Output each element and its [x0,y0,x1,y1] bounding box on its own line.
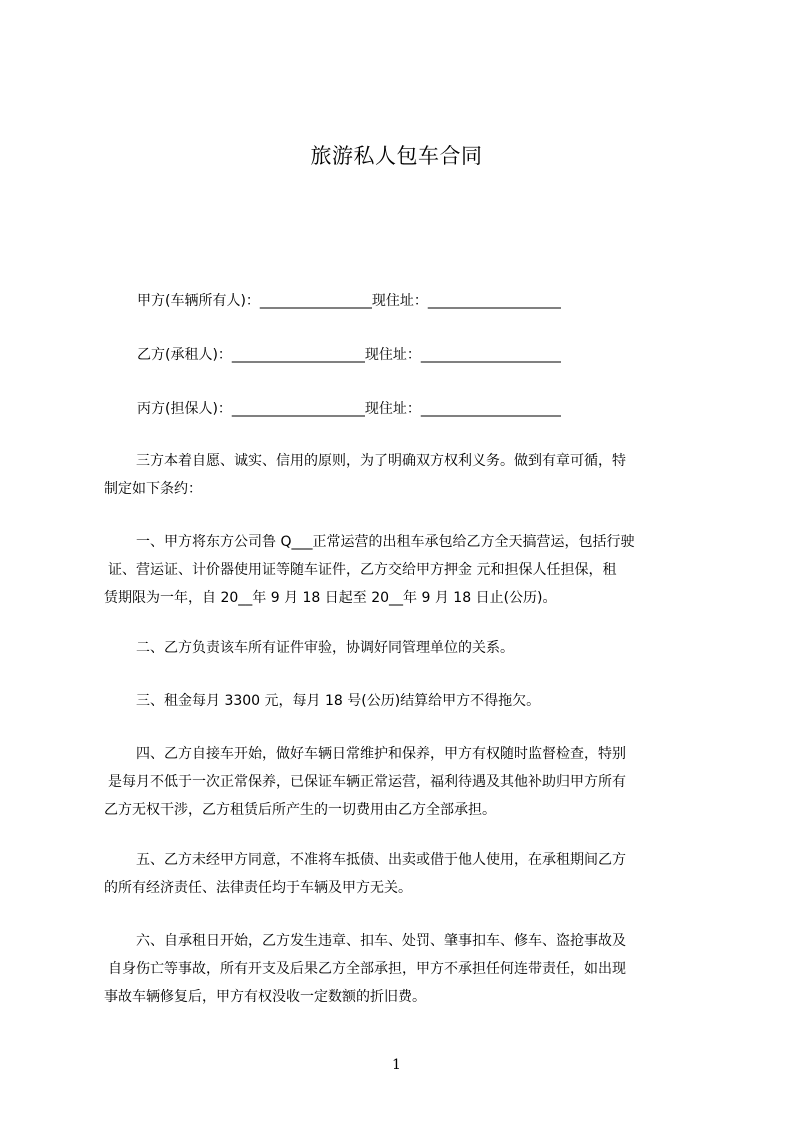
clause-line: 二、乙方负责该车所有证件审验，协调好同管理单位的关系。 [136,640,514,656]
clause-line: 事故车辆修复后，甲方有权没收一定数额的折旧费。 [104,989,426,1005]
clause-line: 四、乙方自接车开始，做好车辆日常维护和保养，甲方有权随时监督检查，特别 [136,746,626,762]
clause-3-paragraph [104,687,716,715]
document-title: 旅游私人包车合同 [310,144,483,168]
clause-1-paragraph [104,528,716,612]
clause-6-paragraph [104,927,716,1011]
party-b-line: 乙方(承租人)：___________________现住址：____________________ [137,347,561,363]
clause-line: 赁期限为一年，自 20__年 9 月 18 日起至 20__年 9 月 18 日止(公历)。 [104,590,557,606]
clause-line: 证、营运证、计价器使用证等随车证件，乙方交给甲方押金 元和担保人任担保，租 [108,562,617,578]
page-number: 1 [392,1057,401,1073]
clause-line: 的所有经济责任、法律责任均于车辆及甲方无关。 [104,880,412,896]
clause-line: 五、乙方未经甲方同意，不准将车抵债、出卖或借于他人使用，在承租期间乙方 [136,852,626,868]
party-a-line: 甲方(车辆所有人)：________________现住址：___________________ [137,293,561,309]
clause-5-paragraph [104,846,716,902]
clause-2-paragraph [104,634,716,662]
clause-line: 一、甲方将东方公司鲁 Q___正常运营的出租车承包给乙方全天搞营运，包括行驶 [136,534,635,550]
clause-line: 三、租金每月 3300 元，每月 18 号(公历)结算给甲方不得拖欠。 [136,693,541,709]
preamble-paragraph [104,447,716,503]
clause-line: 六、自承租日开始，乙方发生违章、扣车、处罚、肇事扣车、修车、盗抢事故及 [136,933,626,949]
clause-4-paragraph [104,740,716,824]
preamble-line: 三方本着自愿、诚实、信用的原则，为了明确双方权利义务。做到有章可循，特 [136,453,626,469]
clause-line: 自身伤亡等事故，所有开支及后果乙方全部承担，甲方不承担任何连带责任，如出现 [108,961,626,977]
clause-line: 是每月不低于一次正常保养，已保证车辆正常运营，福利待遇及其他补助归甲方所有 [108,774,626,790]
clause-line: 乙方无权干涉，乙方租赁后所产生的一切费用由乙方全部承担。 [104,802,496,818]
preamble-line: 制定如下条约： [104,481,202,497]
party-c-line: 丙方(担保人)：___________________现住址：____________________ [137,401,561,417]
